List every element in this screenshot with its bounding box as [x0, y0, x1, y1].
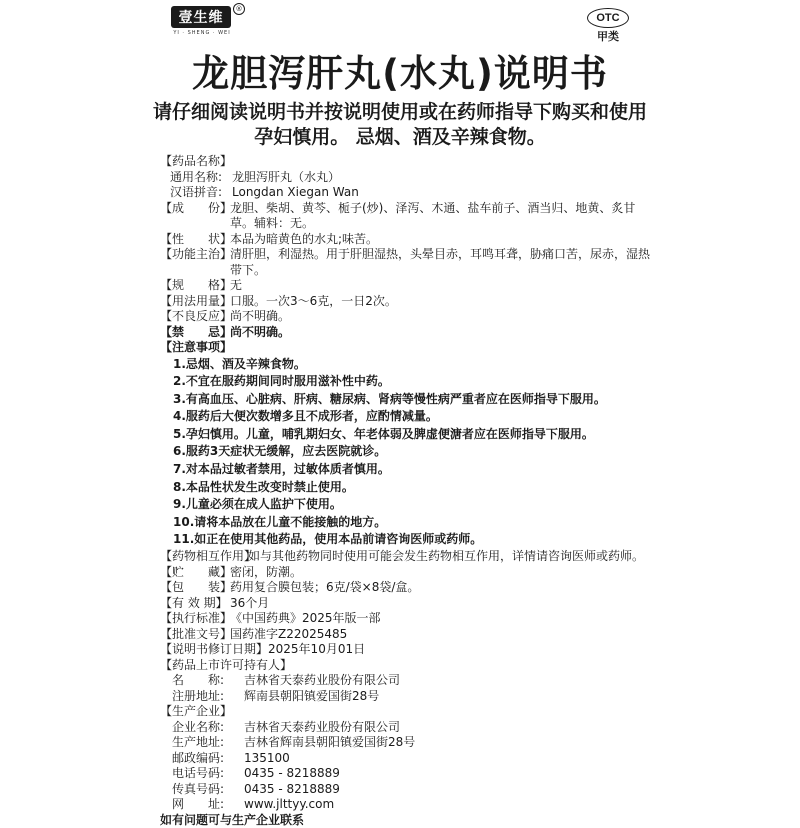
precautions-header: 【注意事项】 — [160, 340, 233, 354]
brand-logo-text: 壹生维 — [178, 10, 224, 26]
manufacturer-header: 【生产企业】 — [160, 704, 233, 719]
packaging-value: 药用复合膜包装；6克/袋×8袋/盒。 — [230, 580, 420, 595]
pinyin-name-label: 汉语拼音: — [170, 185, 223, 199]
phone-value: 0435 - 8218889 — [244, 766, 340, 781]
manufacturer-header-row — [160, 704, 650, 720]
manufacturer-details — [160, 720, 650, 813]
manufacturer-address-value: 吉林省辉南县朝阳镇爱国街28号 — [244, 735, 416, 750]
leaflet-body — [160, 154, 650, 828]
page-title: 龙胆泻肝丸(水丸)说明书 — [192, 52, 608, 95]
precautions-list — [160, 356, 650, 550]
dosage-value: 口服。一次3～6克，一日2次。 — [230, 293, 397, 308]
precautions-header-row — [160, 340, 650, 356]
holder-address-value: 辉南县朝阳镇爱国街28号 — [244, 688, 380, 703]
manufacturer-address-row — [172, 735, 650, 751]
indications-value: 清肝胆，利湿热。用于肝胆湿热，头晕目赤，耳鸣耳聋，胁痛口苦，尿赤，湿热带下。 — [230, 247, 651, 277]
list-item: 10.请将本品放在儿童不能接触的地方。 — [173, 514, 387, 529]
holder-header-row — [160, 658, 650, 674]
holder-name-value: 吉林省天泰药业股份有限公司 — [244, 673, 401, 688]
interactions-value: 如与其他药物同时使用可能会发生药物相互作用，详情请咨询医师或药师。 — [248, 549, 645, 564]
packaging-label: 【包 装】 — [160, 580, 233, 595]
interactions-label: 【药物相互作用】 — [160, 549, 257, 564]
field-row-contraindications — [160, 325, 650, 341]
revision-date-label: 【说明书修订日期】 — [160, 642, 269, 657]
field-row-interactions — [160, 549, 650, 565]
manufacturer-address-label: 生产地址: — [172, 735, 225, 750]
common-name-label: 通用名称: — [170, 169, 223, 184]
shelf-life-label: 【有 效 期】 — [160, 595, 228, 610]
manufacturer-fax-row — [172, 782, 650, 798]
field-row-specification — [160, 278, 650, 294]
drug-name-header-row — [160, 154, 650, 170]
field-row-adverse-reactions — [160, 309, 650, 325]
appearance-label: 【性 状】 — [160, 231, 233, 246]
contraindications-value: 尚不明确。 — [230, 324, 291, 339]
indications-label: 【功能主治】 — [160, 247, 233, 261]
list-item: 4.服药后大便次数增多且不成形者，应酌情减量。 — [173, 409, 438, 424]
common-name-row — [160, 170, 650, 186]
list-item: 7.对本品过敏者禁用，过敏体质者慎用。 — [173, 462, 390, 477]
otc-class: 甲类 — [597, 30, 619, 43]
list-item: 5.孕妇慎用。儿童，哺乳期妇女、年老体弱及脾虚便溏者应在医师指导下服用。 — [173, 426, 594, 441]
manufacturer-name-label: 企业名称: — [172, 719, 225, 734]
brand-logo — [171, 6, 231, 28]
footer-text: 如有问题可与生产企业联系 — [160, 812, 305, 827]
pinyin-name-value: Longdan Xiegan Wan — [232, 185, 359, 199]
manufacturer-website-row — [172, 797, 650, 813]
website-label: 网 址: — [172, 797, 225, 812]
footer-note — [160, 813, 650, 828]
list-item: 1.忌烟、酒及辛辣食物。 — [173, 356, 306, 371]
contraindications-label: 【禁 忌】 — [160, 324, 233, 339]
field-row-dosage — [160, 294, 650, 310]
pinyin-name-row — [160, 185, 650, 201]
field-row-indications — [160, 247, 650, 278]
field-row-revision-date — [160, 642, 650, 658]
postcode-value: 135100 — [244, 750, 290, 765]
field-row-shelf-life — [160, 596, 650, 612]
storage-label: 【贮 藏】 — [160, 564, 233, 579]
field-row-standard — [160, 611, 650, 627]
dosage-label: 【用法用量】 — [160, 293, 233, 308]
list-item: 6.服药3天症状无缓解，应去医院就诊。 — [173, 444, 387, 459]
list-item: 8.本品性状发生改变时禁止使用。 — [173, 479, 354, 494]
approval-value: 国药准字Z22025485 — [230, 626, 348, 641]
ingredients-label: 【成 份】 — [160, 200, 233, 215]
warning-line-2: 孕妇慎用。 忌烟、酒及辛辣食物。 — [254, 126, 546, 148]
revision-date-value: 2025年10月01日 — [268, 642, 366, 657]
holder-details — [160, 673, 650, 704]
holder-header: 【药品上市许可持有人】 — [160, 657, 293, 672]
storage-value: 密闭，防潮。 — [230, 564, 303, 579]
list-item: 2.不宜在服药期间同时服用滋补性中药。 — [173, 374, 390, 389]
manufacturer-name-value: 吉林省天泰药业股份有限公司 — [244, 719, 401, 734]
field-row-storage — [160, 565, 650, 581]
otc-label: OTC — [596, 12, 620, 24]
standard-label: 【执行标准】 — [160, 611, 233, 626]
phone-label: 电话号码: — [172, 766, 225, 781]
field-row-ingredients — [160, 201, 650, 232]
otc-badge — [587, 8, 629, 28]
fax-label: 传真号码: — [172, 781, 225, 796]
ingredients-value: 龙胆、柴胡、黄芩、栀子(炒)、泽泻、木通、盐车前子、酒当归、地黄、炙甘草。辅料：无。 — [230, 200, 636, 230]
manufacturer-phone-row — [172, 766, 650, 782]
fax-value: 0435 - 8218889 — [244, 781, 340, 796]
list-item: 9.儿童必须在成人监护下使用。 — [173, 497, 342, 512]
postcode-label: 邮政编码: — [172, 750, 225, 765]
warning-line-1: 请仔细阅读说明书并按说明使用或在药师指导下购买和使用 — [152, 101, 647, 123]
holder-address-label: 注册地址: — [172, 688, 225, 703]
website-value: www.jlttyy.com — [244, 797, 335, 812]
common-name-value: 龙胆泻肝丸（水丸） — [232, 169, 341, 184]
standard-value: 《中国药典》2025年版一部 — [230, 611, 381, 626]
brand-pinyin: YI · SHENG · WEI — [173, 30, 231, 36]
list-item: 11.如正在使用其他药品，使用本品前请咨询医师或药师。 — [173, 532, 483, 547]
drug-name-header: 【药品名称】 — [160, 154, 233, 168]
approval-label: 【批准文号】 — [160, 626, 233, 641]
field-row-approval — [160, 627, 650, 643]
adverse-reactions-value: 尚不明确。 — [230, 309, 291, 323]
field-row-appearance — [160, 232, 650, 248]
adverse-reactions-label: 【不良反应】 — [160, 309, 233, 323]
holder-name-label: 名 称: — [172, 673, 225, 688]
field-row-packaging — [160, 580, 650, 596]
manufacturer-postcode-row — [172, 751, 650, 767]
shelf-life-value: 36个月 — [230, 595, 270, 610]
manufacturer-name-row — [172, 720, 650, 736]
registered-mark: ® — [233, 3, 245, 15]
appearance-value: 本品为暗黄色的水丸;味苦。 — [230, 231, 379, 246]
holder-address-row — [172, 689, 650, 705]
list-item: 3.有高血压、心脏病、肝病、糖尿病、肾病等慢性病严重者应在医师指导下服用。 — [173, 391, 606, 406]
holder-name-row — [172, 673, 650, 689]
specification-label: 【规 格】 — [160, 278, 233, 292]
specification-value: 无 — [230, 278, 243, 292]
